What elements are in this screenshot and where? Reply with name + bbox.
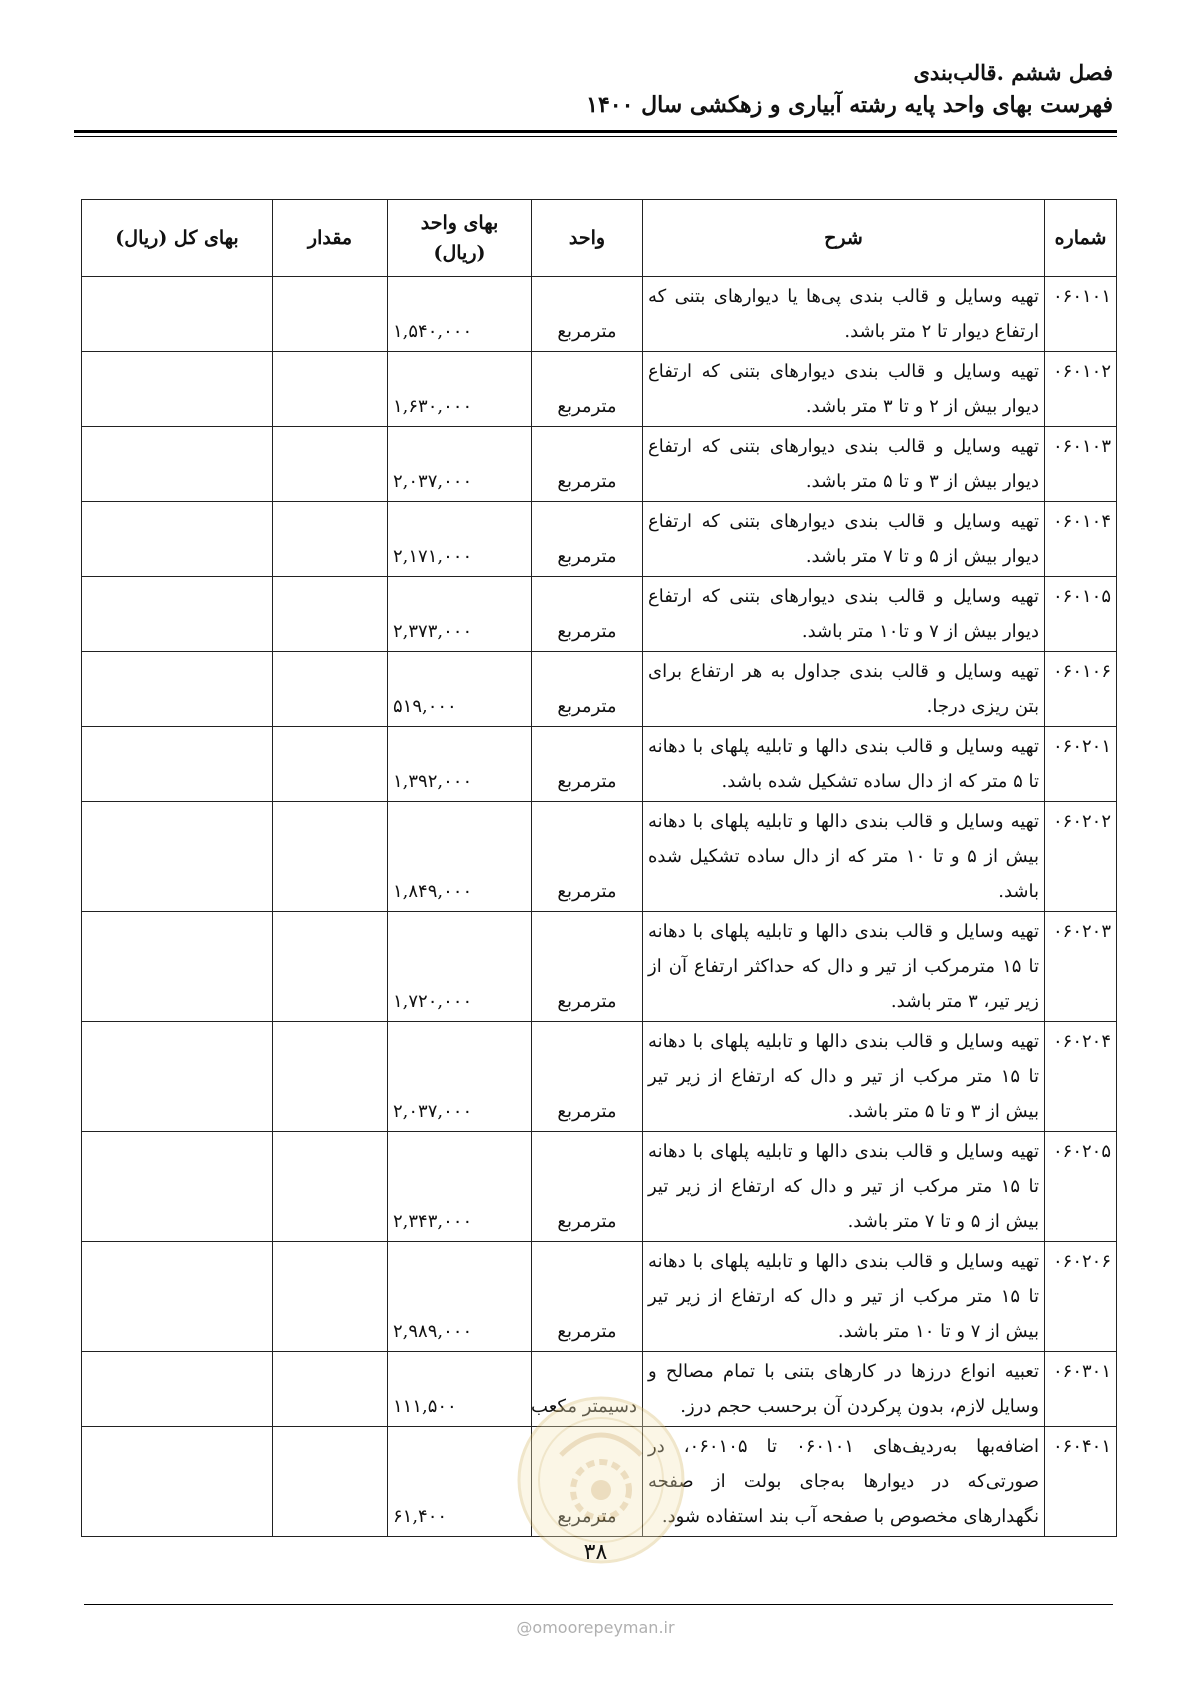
row-total [82, 427, 273, 502]
row-unit-price: ۱,۵۴۰,۰۰۰ [388, 277, 532, 352]
row-unit-price: ۱۱۱,۵۰۰ [388, 1352, 532, 1427]
table-row [82, 1427, 1117, 1537]
row-unit: مترمربع [532, 352, 643, 427]
site-watermark: @omoorepeyman.ir [516, 1618, 675, 1637]
header-rule-thick [74, 130, 1117, 133]
row-quantity [273, 352, 388, 427]
row-unit-price: ۲,۳۷۳,۰۰۰ [388, 577, 532, 652]
page-number: ۳۸ [583, 1540, 608, 1565]
row-unit: مترمربع [532, 1242, 643, 1352]
row-unit: مترمربع [532, 727, 643, 802]
row-unit-price: ۵۱۹,۰۰۰ [388, 652, 532, 727]
row-description: تهیه وسایل و قالب بندی دیوارهای بتنی که ارتفاع دیوار بیش از ۲ و تا ۳ متر باشد. [643, 352, 1045, 427]
row-description: تهیه وسایل و قالب بندی دالها و تابلیه پلهای با دهانه تا ۱۵ متر مرکب از تیر و دال که ارتفاع از زیر تیر بیش از ۷ و تا ۱۰ متر باشد. [643, 1242, 1045, 1352]
row-description: تهیه وسایل و قالب بندی جداول به هر ارتفاع برای بتن ریزی درجا. [643, 652, 1045, 727]
row-unit-price: ۲,۰۳۷,۰۰۰ [388, 1022, 532, 1132]
row-quantity [273, 652, 388, 727]
row-quantity [273, 1427, 388, 1537]
table-row [82, 1242, 1117, 1352]
col-header-unit: واحد [532, 200, 643, 277]
row-code: ۰۶۰۱۰۴ [1045, 502, 1117, 577]
row-unit: مترمربع [532, 912, 643, 1022]
row-description: اضافه‌بها به‌ردیف‌های ۰۶۰۱۰۱ تا ۰۶۰۱۰۵، در صورتی‌که در دیوارها به‌جای بولت از صفحه نگهدارهای مخصوص با صفحه آب بند استفاده شود. [643, 1427, 1045, 1537]
row-unit: مترمربع [532, 577, 643, 652]
row-total [82, 1427, 273, 1537]
col-header-code: شماره [1045, 200, 1117, 277]
row-code: ۰۶۰۴۰۱ [1045, 1427, 1117, 1537]
row-unit: مترمربع [532, 427, 643, 502]
row-unit-price: ۱,۳۹۲,۰۰۰ [388, 727, 532, 802]
row-code: ۰۶۰۱۰۲ [1045, 352, 1117, 427]
header-rule-thin [74, 136, 1117, 137]
row-unit-price: ۶۱,۴۰۰ [388, 1427, 532, 1537]
row-unit: مترمربع [532, 802, 643, 912]
row-unit: مترمربع [532, 1427, 643, 1537]
row-quantity [273, 1132, 388, 1242]
row-total [82, 1132, 273, 1242]
table-row [82, 577, 1117, 652]
row-description: تهیه وسایل و قالب بندی دالها و تابلیه پلهای با دهانه تا ۱۵ متر مرکب از تیر و دال که ارتفاع از زیر تیر بیش از ۵ و تا ۷ متر باشد. [643, 1132, 1045, 1242]
row-unit-price: ۲,۹۸۹,۰۰۰ [388, 1242, 532, 1352]
row-unit: مترمربع [532, 652, 643, 727]
table-row [82, 1132, 1117, 1242]
table-row [82, 802, 1117, 912]
row-total [82, 912, 273, 1022]
row-total [82, 502, 273, 577]
row-total [82, 652, 273, 727]
row-code: ۰۶۰۱۰۱ [1045, 277, 1117, 352]
col-header-quantity: مقدار [273, 200, 388, 277]
table-row [82, 727, 1117, 802]
row-unit: مترمربع [532, 1022, 643, 1132]
row-code: ۰۶۰۳۰۱ [1045, 1352, 1117, 1427]
row-code: ۰۶۰۲۰۴ [1045, 1022, 1117, 1132]
row-description: تهیه وسایل و قالب بندی پی‌ها یا دیوارهای بتنی که ارتفاع دیوار تا ۲ متر باشد. [643, 277, 1045, 352]
row-unit: مترمربع [532, 1132, 643, 1242]
row-quantity [273, 727, 388, 802]
row-quantity [273, 502, 388, 577]
row-total [82, 802, 273, 912]
row-code: ۰۶۰۲۰۲ [1045, 802, 1117, 912]
row-description: تهیه وسایل و قالب بندی دیوارهای بتنی که ارتفاع دیوار بیش از ۳ و تا ۵ متر باشد. [643, 427, 1045, 502]
table-row [82, 1022, 1117, 1132]
row-quantity [273, 427, 388, 502]
row-quantity [273, 1022, 388, 1132]
footer-rule [84, 1604, 1113, 1605]
unit-price-currency: (ریال) [433, 242, 486, 264]
row-code: ۰۶۰۲۰۶ [1045, 1242, 1117, 1352]
unit-price-label: بهای واحد [420, 212, 499, 234]
row-unit: مترمربع [532, 277, 643, 352]
row-total [82, 1022, 273, 1132]
table-row [82, 502, 1117, 577]
page-header [586, 58, 1113, 122]
table-header-row [82, 200, 1117, 277]
row-description: تهیه وسایل و قالب بندی دالها و تابلیه پلهای با دهانه تا ۱۵ مترمرکب از تیر و دال که حداکثر ارتفاع آن از زیر تیر، ۳ متر باشد. [643, 912, 1045, 1022]
col-header-unit-price [388, 200, 532, 277]
row-unit-price: ۱,۸۴۹,۰۰۰ [388, 802, 532, 912]
row-unit: دسیمتر مکعب [532, 1352, 643, 1427]
row-unit-price: ۱,۶۳۰,۰۰۰ [388, 352, 532, 427]
row-unit-price: ۲,۱۷۱,۰۰۰ [388, 502, 532, 577]
table-row [82, 352, 1117, 427]
row-description: تهیه وسایل و قالب بندی دالها و تابلیه پلهای با دهانه تا ۵ متر که از دال ساده تشکیل شده باشد. [643, 727, 1045, 802]
row-total [82, 1242, 273, 1352]
row-unit-price: ۲,۰۳۷,۰۰۰ [388, 427, 532, 502]
price-table [81, 199, 1117, 1537]
row-quantity [273, 802, 388, 912]
document-subtitle: فهرست بهای واحد پایه رشته آبیاری و زهکشی سال ۱۴۰۰ [586, 92, 1113, 118]
row-code: ۰۶۰۲۰۵ [1045, 1132, 1117, 1242]
row-quantity [273, 1352, 388, 1427]
row-quantity [273, 277, 388, 352]
table-row [82, 1352, 1117, 1427]
row-total [82, 727, 273, 802]
table-row [82, 912, 1117, 1022]
row-total [82, 352, 273, 427]
table-row [82, 277, 1117, 352]
row-unit-price: ۲,۳۴۳,۰۰۰ [388, 1132, 532, 1242]
row-quantity [273, 577, 388, 652]
table-row [82, 427, 1117, 502]
row-unit-price: ۱,۷۲۰,۰۰۰ [388, 912, 532, 1022]
row-quantity [273, 912, 388, 1022]
row-description: تهیه وسایل و قالب بندی دالها و تابلیه پلهای با دهانه تا ۱۵ متر مرکب از تیر و دال که ارتفاع از زیر تیر بیش از ۳ و تا ۵ متر باشد. [643, 1022, 1045, 1132]
row-description: تهیه وسایل و قالب بندی دالها و تابلیه پلهای با دهانه بیش از ۵ و تا ۱۰ متر که از دال ساده تشکیل شده باشد. [643, 802, 1045, 912]
row-description: تهیه وسایل و قالب بندی دیوارهای بتنی که ارتفاع دیوار بیش از ۷ و تا۱۰ متر باشد. [643, 577, 1045, 652]
row-description: تعبیه انواع درزها در کارهای بتنی با تمام مصالح و وسایل لازم، بدون پرکردن آن برحسب حجم درز. [643, 1352, 1045, 1427]
col-header-total: بهای کل (ریال) [82, 200, 273, 277]
row-total [82, 577, 273, 652]
row-code: ۰۶۰۱۰۳ [1045, 427, 1117, 502]
row-code: ۰۶۰۱۰۶ [1045, 652, 1117, 727]
row-code: ۰۶۰۲۰۱ [1045, 727, 1117, 802]
chapter-title: فصل ششم .قالب‌بندی [913, 60, 1113, 85]
row-description: تهیه وسایل و قالب بندی دیوارهای بتنی که ارتفاع دیوار بیش از ۵ و تا ۷ متر باشد. [643, 502, 1045, 577]
row-code: ۰۶۰۲۰۳ [1045, 912, 1117, 1022]
row-code: ۰۶۰۱۰۵ [1045, 577, 1117, 652]
col-header-description: شرح [643, 200, 1045, 277]
row-total [82, 1352, 273, 1427]
row-unit: مترمربع [532, 502, 643, 577]
table-row [82, 652, 1117, 727]
row-quantity [273, 1242, 388, 1352]
row-total [82, 277, 273, 352]
